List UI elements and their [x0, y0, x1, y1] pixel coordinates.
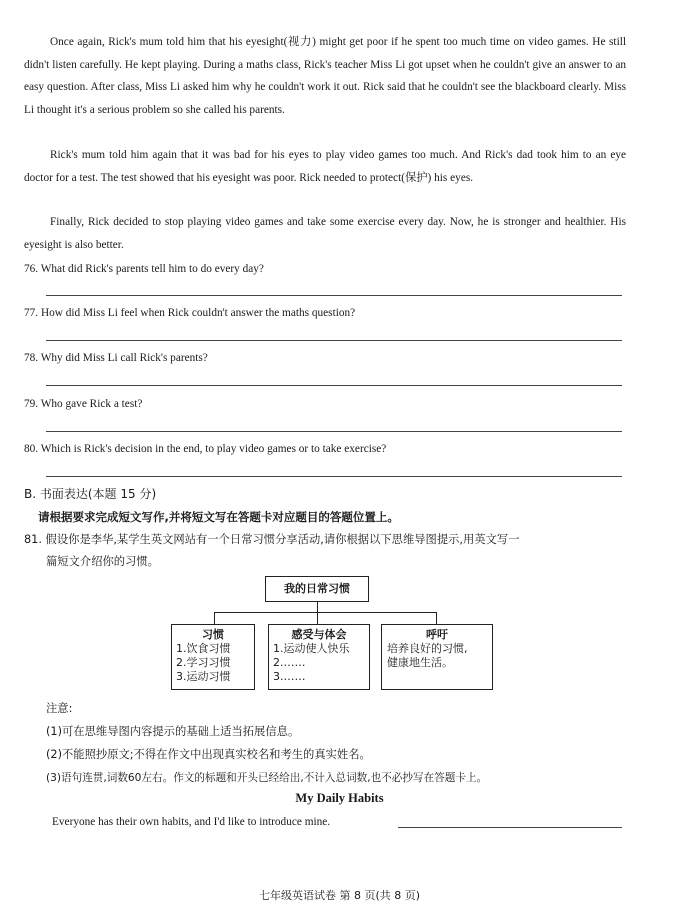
answer-line-79[interactable]: [46, 431, 622, 432]
mindmap-connector-left: [214, 612, 215, 624]
mindmap-connector-vertical: [317, 602, 318, 612]
question-78: 78. Why did Miss Li call Rick's parents?: [24, 352, 208, 364]
mindmap-box-feelings: [268, 624, 370, 690]
essay-writing-line[interactable]: [398, 827, 622, 828]
habits-item: 2.学习习惯: [176, 656, 231, 669]
habits-item: 3.运动习惯: [176, 670, 231, 683]
mindmap-root: 我的日常习惯: [265, 576, 369, 602]
answer-line-80[interactable]: [46, 476, 622, 477]
mindmap-connector-horizontal: [214, 612, 436, 613]
passage-paragraph-2: Rick's mum told him again that it was bad for his eyes to play video games too much. And Rick's dad took him to an eye doctor for a test. The test showed that his eyesight was poor. Rick needed to protect(保护) his eyes.: [24, 149, 626, 184]
question-77: 77. How did Miss Li feel when Rick couldn't answer the maths question?: [24, 307, 356, 319]
habits-title: 习惯: [202, 628, 224, 641]
habits-item: 1.饮食习惯: [176, 642, 231, 655]
answer-line-78[interactable]: [46, 385, 622, 386]
notes-heading: 注意:: [46, 702, 73, 715]
question-80: 80. Which is Rick's decision in the end, to play video games or to take exercise?: [24, 443, 387, 455]
mindmap-box-habits: [171, 624, 255, 690]
passage-paragraph-3: Finally, Rick decided to stop playing video games and take some exercise every day. Now, he is stronger and healthier. His eyesight is also better.: [24, 216, 626, 251]
answer-line-77[interactable]: [46, 340, 622, 341]
passage-paragraph-1: Once again, Rick's mum told him that his eyesight(视力) might get poor if he spent too much time on video games. He still didn't listen carefully. He kept playing. During a maths class, Rick's teacher Miss Li got upset when he couldn't give an answer to an easy question. After class, Miss Li asked him why he couldn't work it out. Rick said that he couldn't see the blackboard clearly. Miss Li thought it's a serious problem so she called his parents.: [24, 36, 626, 117]
appeal-title: 呼吁: [426, 628, 448, 641]
essay-opening-sentence: Everyone has their own habits, and I'd like to introduce mine.: [52, 816, 331, 828]
page-footer: 七年级英语试卷 第 8 页(共 8 页): [258, 889, 421, 902]
section-b-instruction: 请根据要求完成短文写作,并将短文写在答题卡对应题目的答题位置上。: [38, 510, 399, 524]
question-79: 79. Who gave Rick a test?: [24, 398, 143, 410]
writing-prompt-line-2: 篇短文介绍你的习惯。: [46, 555, 159, 568]
writing-prompt-line-1: 81. 假设你是李华,某学生英文网站有一个日常习惯分享活动,请你根据以下思维导图提示,用英文写一: [24, 533, 520, 546]
question-76: 76. What did Rick's parents tell him to do every day?: [24, 263, 264, 275]
feelings-item: 2.……: [273, 656, 306, 669]
feelings-item: 1.运动使人快乐: [273, 642, 350, 655]
mindmap-box-appeal: [381, 624, 493, 690]
feelings-title: 感受与体会: [291, 628, 347, 641]
appeal-item: 健康地生活。: [387, 656, 453, 669]
mindmap-connector-middle: [317, 612, 318, 624]
appeal-item: 培养良好的习惯,: [387, 642, 468, 655]
answer-line-76[interactable]: [46, 295, 622, 296]
section-b-title: B. 书面表达(本题 15 分): [24, 487, 157, 501]
essay-title: My Daily Habits: [295, 791, 384, 805]
feelings-item: 3.……: [273, 670, 306, 683]
note-item-3: (3)语句连贯,词数60左右。作文的标题和开头已经给出,不计入总词数,也不必抄写在答题卡上。: [46, 772, 488, 784]
note-item-2: (2)不能照抄原文;不得在作文中出现真实校名和考生的真实姓名。: [46, 748, 371, 761]
mindmap-connector-right: [436, 612, 437, 624]
note-item-1: (1)可在思维导图内容提示的基础上适当拓展信息。: [46, 725, 300, 738]
